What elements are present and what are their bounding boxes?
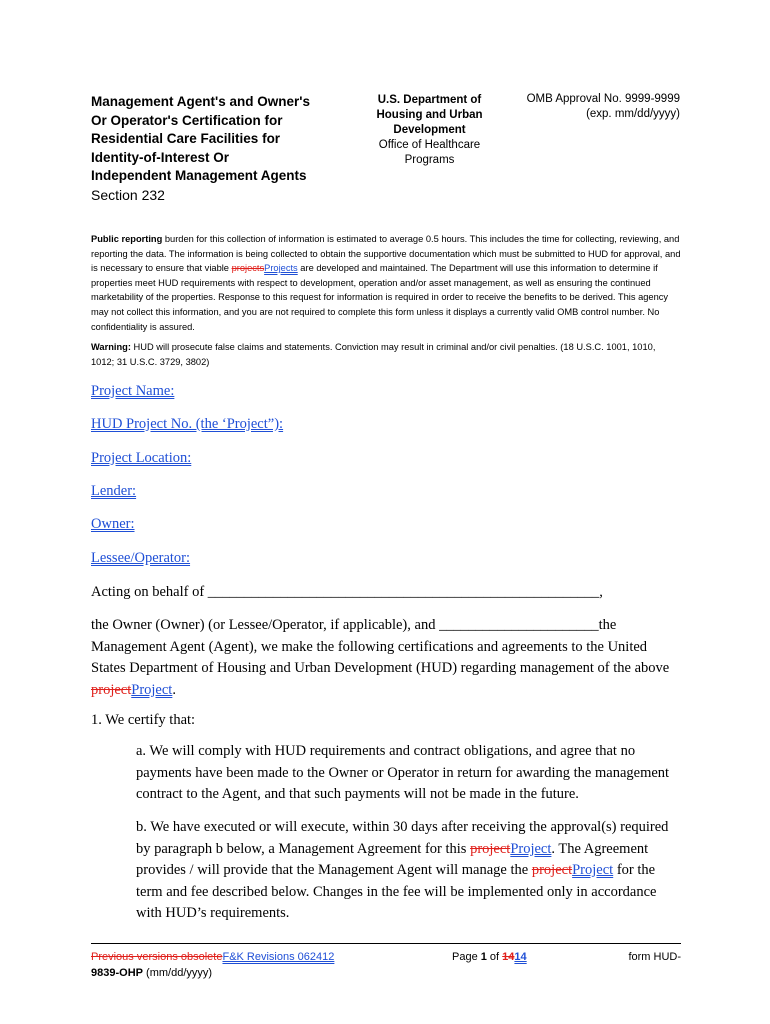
footer-form-id: 9839-OHP bbox=[91, 967, 143, 979]
page-current: 1 bbox=[480, 951, 487, 963]
office-line-1: Office of Healthcare bbox=[378, 139, 481, 151]
item-1: 1. We certify that: bbox=[91, 712, 196, 728]
item-b-text-1: b. We have executed or will execute, within 30 days after receiving the approval(s) required by paragraph b below, a Management Agreement for this bbox=[136, 819, 669, 857]
form-hud-label: form HUD- bbox=[628, 951, 681, 963]
footer-rule bbox=[91, 943, 681, 944]
owner-paragraph-end: . bbox=[172, 681, 176, 698]
item-b-text-3: for the term and fee described below. Changes in the fee will be implemented only in accordance with HUD’s requirements. bbox=[136, 862, 657, 921]
dept-line-3: Development bbox=[393, 124, 466, 136]
warning-statement bbox=[91, 340, 681, 369]
footer-inserted-text: F&K Revisions 062412 bbox=[222, 951, 335, 963]
footer-form-date: (mm/dd/yyyy) bbox=[142, 967, 213, 979]
owner-paragraph-text: the Owner (Owner) (or Lessee/Operator, if applicable), and ______________________the Management Agent (Agent), we make the following certifications and agreements to the United States Department of Housing and Urban Development (HUD) regarding management of the above bbox=[91, 617, 670, 676]
owner-label: Owner: bbox=[91, 516, 135, 532]
owner-paragraph-inserted: Project bbox=[131, 681, 173, 698]
omb-expiration: (exp. mm/dd/yyyy) bbox=[586, 107, 680, 120]
page-of: of bbox=[486, 951, 503, 963]
item-b-inserted-2: Project bbox=[572, 862, 614, 878]
item-b-deleted-1: project bbox=[470, 840, 511, 857]
item-b-text-2: . The Agreement provides / will provide that the Management Agent will manage the bbox=[136, 840, 649, 878]
omb-number: OMB Approval No. 9999-9999 bbox=[526, 93, 680, 105]
title-line-4: Identity-of-Interest Or bbox=[91, 149, 230, 165]
item-a: a. We will comply with HUD requirements and contract obligations, and agree that no payments have been made to the Owner or Operator in return for awarding the management contract to the Agent, and that such payments will not be made in the future. bbox=[136, 743, 670, 802]
dept-line-2: Housing and Urban bbox=[376, 109, 483, 121]
page-prefix: Page bbox=[452, 951, 481, 963]
footer-left bbox=[91, 949, 391, 981]
footer-page-number bbox=[452, 949, 527, 965]
project-name-label: Project Name: bbox=[91, 383, 175, 399]
item-b-inserted-1: Project bbox=[510, 840, 552, 857]
title-line-1: Management Agent's and Owner's bbox=[91, 94, 310, 109]
warning-text: HUD will prosecute false claims and statements. Conviction may result in criminal and/or civil penalties. (18 U.S.C. 1001, 1010, 1012; 31 U.S.C. 3729, 3802) bbox=[91, 342, 656, 367]
title-line-2: Or Operator's Certification for bbox=[91, 112, 283, 128]
footer-deleted-text: Previous versions obsolete bbox=[91, 951, 223, 963]
burden-text-2: are developed and maintained. The Department will use this information to determine if properties meet HUD requirements with respect to development, operation and/or asset management, as well as ensuring the continued marketability of the properties. Response to this request for information is required in order to receive the benefits to be derived. This agency may not collect this information, and you are not required to complete this form unless it displays a currently valid OMB control number. No confidentiality is assured. bbox=[91, 263, 669, 332]
dept-line-1: U.S. Department of bbox=[377, 94, 482, 106]
burden-lead: Public reporting bbox=[91, 234, 163, 244]
acting-on-behalf: Acting on behalf of ______________________________________________________, bbox=[91, 584, 603, 600]
burden-statement bbox=[91, 232, 681, 334]
lender-label: Lender: bbox=[91, 483, 137, 499]
page-total-deleted: 14 bbox=[502, 951, 515, 963]
burden-inserted-text: Projects bbox=[264, 263, 298, 274]
form-title bbox=[91, 93, 356, 204]
title-line-5: Independent Management Agents bbox=[91, 168, 307, 183]
department-block bbox=[357, 93, 502, 168]
burden-text-1: burden for this collection of information is estimated to average 0.5 hours. This includes the time for collecting, reviewing, and reporting the data. The information is being collected to obtain the supportive documentation which must be submitted to HUD for approval, and is necessary to ensure that viable bbox=[91, 234, 681, 274]
office-line-2: Programs bbox=[404, 154, 455, 166]
item-b bbox=[136, 817, 683, 925]
owner-paragraph-deleted: project bbox=[91, 681, 132, 698]
omb-approval bbox=[510, 92, 680, 121]
owner-paragraph bbox=[91, 615, 683, 701]
item-b-deleted-2: project bbox=[531, 862, 573, 878]
project-location-label: Project Location: bbox=[91, 450, 192, 466]
hud-project-no-label: HUD Project No. (the ‘Project”): bbox=[91, 416, 284, 432]
title-line-3: Residential Care Facilities for bbox=[91, 131, 281, 146]
burden-deleted-text: projects bbox=[231, 263, 265, 274]
footer-form-label bbox=[600, 949, 681, 965]
warning-lead: Warning: bbox=[91, 342, 131, 352]
page-total-inserted: 14 bbox=[514, 951, 527, 963]
lessee-operator-label: Lessee/Operator: bbox=[91, 550, 191, 566]
section-label: Section 232 bbox=[91, 186, 165, 203]
